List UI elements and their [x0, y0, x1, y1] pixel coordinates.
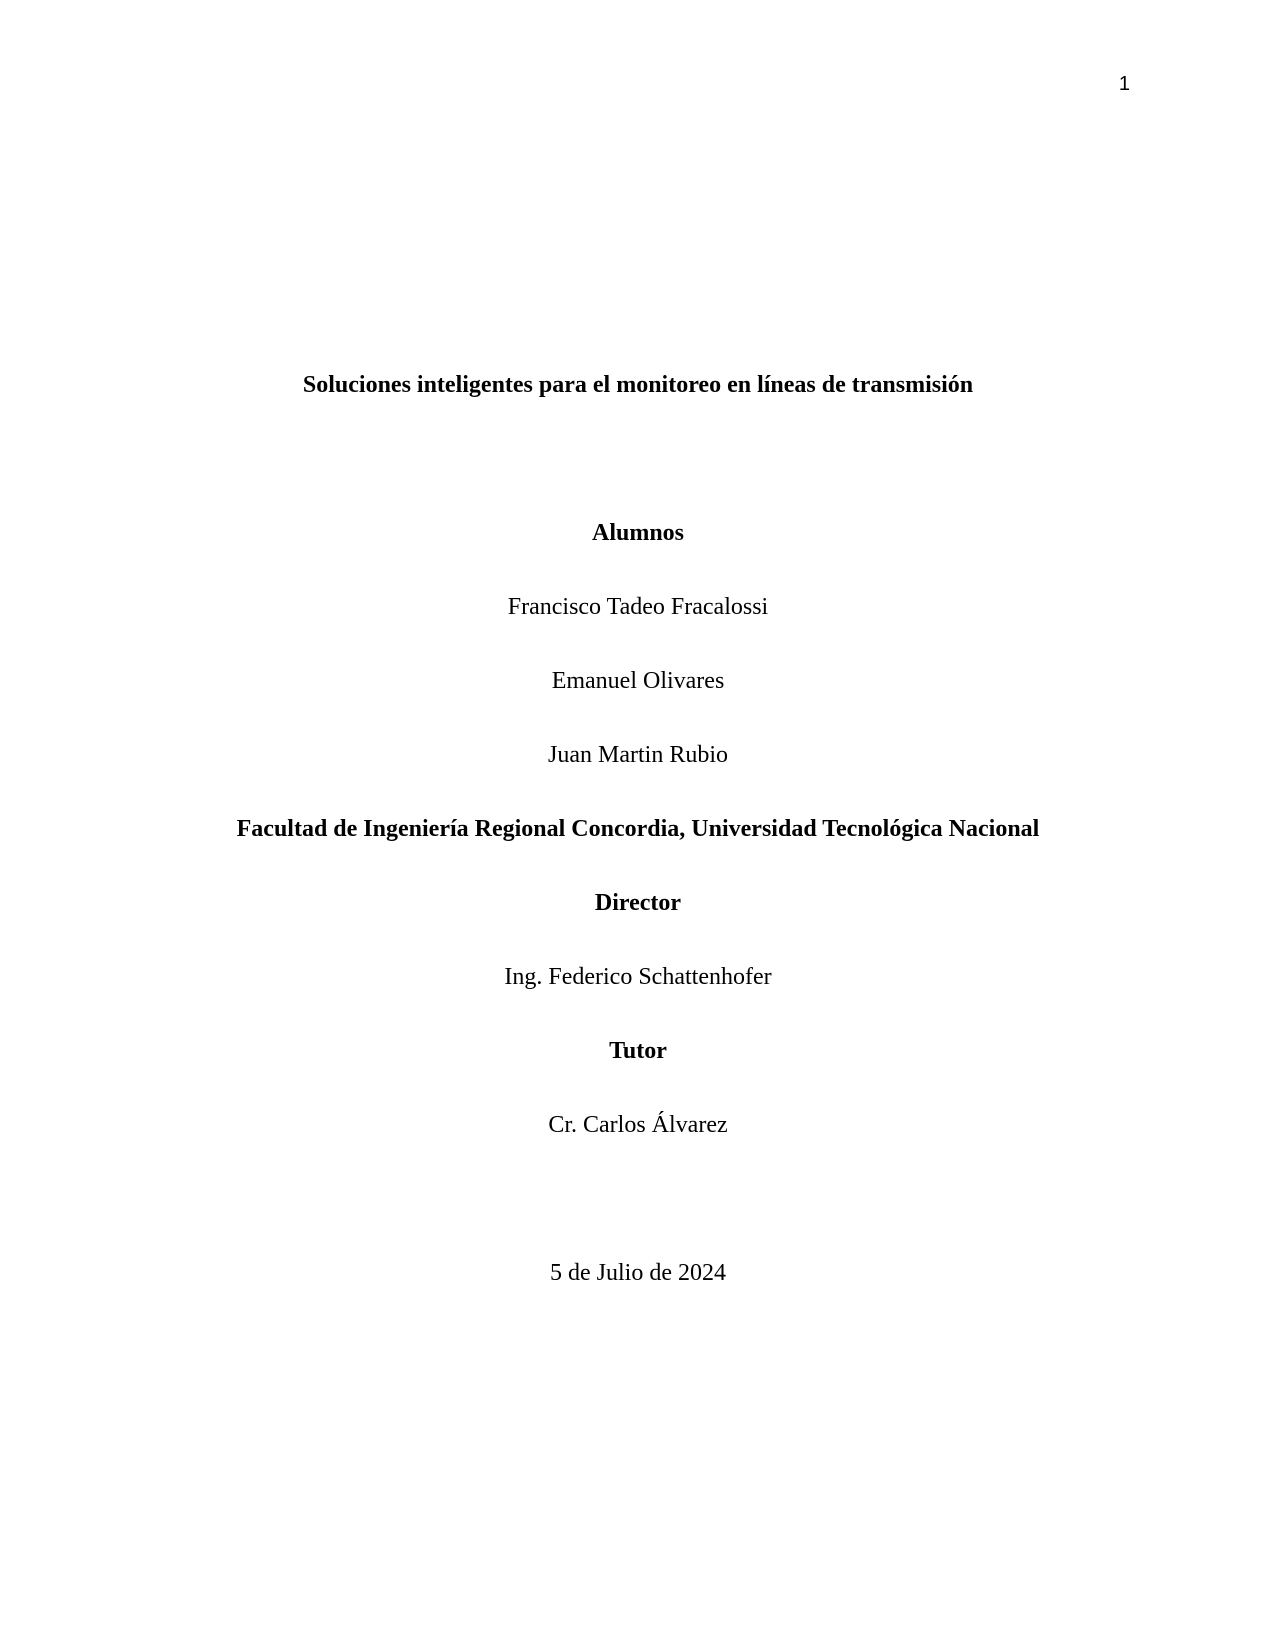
institution-name: Facultad de Ingeniería Regional Concordia, Universidad Tecnológica Nacional [236, 816, 1040, 842]
director-heading: Director [594, 890, 682, 916]
tutor-heading: Tutor [609, 1038, 667, 1064]
student-name: Emanuel Olivares [551, 668, 725, 694]
student-name: Francisco Tadeo Fracalossi [507, 594, 769, 620]
document-title: Soluciones inteligentes para el monitoreo en líneas de transmisión [302, 372, 974, 398]
director-name: Ing. Federico Schattenhofer [504, 964, 772, 990]
students-heading: Alumnos [591, 520, 685, 546]
student-name: Juan Martin Rubio [548, 742, 728, 768]
page-number: 1 [1118, 73, 1130, 95]
document-date: 5 de Julio de 2024 [550, 1260, 726, 1286]
tutor-name: Cr. Carlos Álvarez [548, 1112, 728, 1138]
